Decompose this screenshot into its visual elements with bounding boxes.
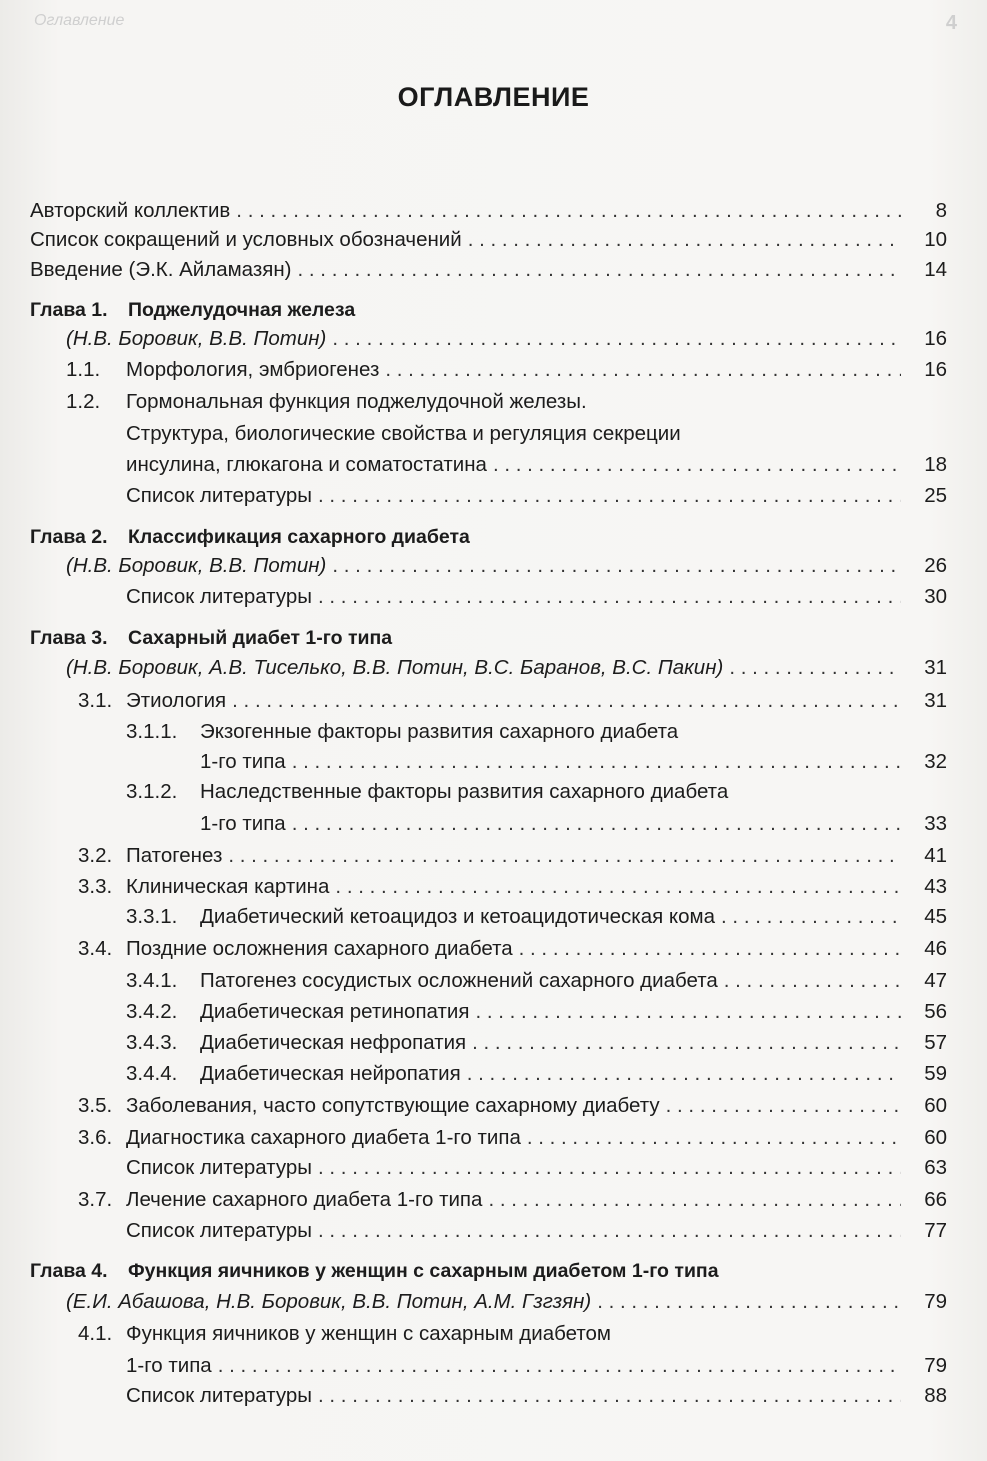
leader-dots (666, 1091, 901, 1121)
toc-entry-page: 33 (924, 812, 947, 835)
toc-entry-authors: (Н.В. Боровик, В.В. Потин) (66, 327, 327, 350)
toc-entry-text: Введение (Э.К. Айламазян) (30, 258, 292, 281)
leader-dots (236, 196, 901, 226)
toc-entry-page: 45 (924, 905, 947, 928)
toc-entry-text: 1-го типа (126, 1354, 212, 1377)
toc-entry-text: Список литературы (126, 1156, 313, 1179)
toc-entry-text: Список литературы (126, 1219, 313, 1242)
toc-entry-text: Клиническая картина (126, 875, 330, 898)
toc-entry-continuation (0, 1351, 987, 1381)
leader-dots (468, 225, 901, 255)
toc-entry-page: 63 (924, 1156, 947, 1179)
chapter-heading (0, 522, 987, 552)
toc-entry-text: Лечение сахарного диабета 1-го типа (126, 1188, 483, 1211)
toc-entry-page: 32 (924, 750, 947, 773)
leader-dots (721, 902, 901, 932)
section-number: 1.1. (66, 358, 101, 381)
leader-dots (298, 255, 901, 285)
leader-dots (318, 1216, 901, 1246)
toc-entry-page: 30 (924, 585, 947, 608)
toc-entry-page: 57 (924, 1031, 947, 1054)
toc-entry (0, 225, 987, 255)
toc-entry-page: 46 (924, 937, 947, 960)
toc-entry-text: Диабетическая нейропатия (200, 1062, 461, 1085)
leader-dots (527, 1123, 901, 1153)
toc-entry (0, 1123, 987, 1153)
subsection-number: 3.1.2. (126, 780, 178, 803)
leader-dots (318, 481, 901, 511)
toc-entry-continuation (0, 419, 987, 449)
leader-dots (292, 747, 901, 777)
leader-dots (724, 966, 901, 996)
toc-entry-text: Список литературы (126, 1384, 313, 1407)
section-number: 1.2. (66, 390, 101, 413)
toc-entry-page: 26 (924, 554, 947, 577)
toc-entry-continuation (0, 450, 987, 480)
toc-entry-authors: (Н.В. Боровик, А.В. Тиселько, В.В. Потин, В.С. Баранов, В.С. Пакин) (66, 656, 724, 679)
leader-dots (519, 934, 901, 964)
leader-dots (318, 1381, 901, 1411)
section-number: 4.1. (78, 1322, 113, 1345)
toc-entry-text: Морфология, эмбриогенез (126, 358, 380, 381)
chapter-title: Сахарный диабет 1-го типа (128, 627, 393, 649)
toc-entry-page: 16 (924, 358, 947, 381)
toc-entry (0, 196, 987, 226)
leader-dots (493, 450, 901, 480)
toc-entry-text: Диабетический кетоацидоз и кетоацидотическая кома (200, 905, 716, 928)
toc-entry-text: Список сокращений и условных обозначений (30, 228, 462, 251)
toc-entry-text: Экзогенные факторы развития сахарного диабета (200, 720, 679, 743)
toc-entry (0, 717, 987, 747)
leader-dots (385, 355, 901, 385)
toc-entry-page: 59 (924, 1062, 947, 1085)
toc-entry-page: 8 (935, 199, 947, 222)
toc-entry-text: Диабетическая ретинопатия (200, 1000, 470, 1023)
toc-entry (0, 1185, 987, 1215)
toc-entry (0, 1319, 987, 1349)
toc-entry-page: 60 (924, 1126, 947, 1149)
section-number: 3.2. (78, 844, 113, 867)
leader-dots (292, 809, 901, 839)
toc-entry (0, 934, 987, 964)
leader-dots (318, 1153, 901, 1183)
toc-entry-page: 56 (924, 1000, 947, 1023)
toc-entry-page: 60 (924, 1094, 947, 1117)
toc-entry (0, 902, 987, 932)
leader-dots (318, 582, 901, 612)
toc-entry-page: 16 (924, 327, 947, 350)
toc-entry-text: Авторский коллектив (30, 199, 231, 222)
toc-entry-page: 18 (924, 453, 947, 476)
toc-entry (0, 997, 987, 1027)
toc-entry-text: Список литературы (126, 484, 313, 507)
subsection-number: 3.4.2. (126, 1000, 178, 1023)
chapter-title: Функция яичников у женщин с сахарным диабетом 1-го типа (128, 1260, 719, 1282)
leader-dots (332, 551, 901, 581)
toc-entry (0, 355, 987, 385)
toc-entry-text: Поздние осложнения сахарного диабета (126, 937, 513, 960)
toc-entry-text: Гормональная функция поджелудочной железы. (126, 390, 587, 413)
page-number-top: 4 (945, 12, 957, 34)
section-number: 3.6. (78, 1126, 113, 1149)
section-number: 3.3. (78, 875, 113, 898)
section-number: 3.5. (78, 1094, 113, 1117)
toc-entry-text: Наследственные факторы развития сахарного диабета (200, 780, 729, 803)
leader-dots (729, 653, 901, 683)
leader-dots (472, 1028, 901, 1058)
toc-entry-text: Структура, биологические свойства и регуляция секреции (126, 422, 681, 445)
chapter-heading (0, 623, 987, 653)
toc-entry-text: 1-го типа (200, 750, 286, 773)
subsection-number: 3.4.4. (126, 1062, 178, 1085)
chapter-title: Классификация сахарного диабета (128, 526, 470, 548)
toc-entry-authors: (Н.В. Боровик, В.В. Потин) (66, 554, 327, 577)
leader-dots (332, 324, 901, 354)
toc-entry-text: 1-го типа (200, 812, 286, 835)
toc-entry-page: 14 (924, 258, 947, 281)
toc-entry-continuation (0, 747, 987, 777)
chapter-title: Поджелудочная железа (128, 299, 356, 321)
subsection-number: 3.4.3. (126, 1031, 178, 1054)
toc-entry (0, 777, 987, 807)
toc-entry-page: 88 (924, 1384, 947, 1407)
toc-entry (0, 1216, 987, 1246)
leader-dots (228, 841, 901, 871)
toc-entry-page: 25 (924, 484, 947, 507)
toc-entry (0, 551, 987, 581)
subsection-number: 3.4.1. (126, 969, 178, 992)
page-title: ОГЛАВЛЕНИЕ (397, 82, 590, 112)
toc-entry (0, 1153, 987, 1183)
toc-entry-page: 43 (924, 875, 947, 898)
toc-entry (0, 1381, 987, 1411)
subsection-number: 3.3.1. (126, 905, 178, 928)
toc-entry-page: 10 (924, 228, 947, 251)
toc-entry-text: Функция яичников у женщин с сахарным диабетом (126, 1322, 611, 1345)
chapter-heading (0, 1256, 987, 1286)
toc-entry (0, 1059, 987, 1089)
toc-entry (0, 255, 987, 285)
toc-entry-text: Диабетическая нефропатия (200, 1031, 467, 1054)
toc-entry (0, 653, 987, 683)
toc-entry-text: инсулина, глюкагона и соматостатина (126, 453, 487, 476)
leader-dots (475, 997, 901, 1027)
chapter-number: Глава 1. (30, 299, 108, 321)
toc-entry (0, 1028, 987, 1058)
toc-entry-continuation (0, 809, 987, 839)
leader-dots (218, 1351, 901, 1381)
toc-entry-text: Этиология (126, 689, 227, 712)
toc-entry-page: 47 (924, 969, 947, 992)
leader-dots (232, 686, 901, 716)
toc-entry-text: Список литературы (126, 585, 313, 608)
toc-entry (0, 481, 987, 511)
toc-entry-text: Патогенез сосудистых осложнений сахарного диабета (200, 969, 718, 992)
toc-entry-page: 31 (924, 689, 947, 712)
toc-entry-page: 77 (924, 1219, 947, 1242)
toc-entry-text: Заболевания, часто сопутствующие сахарному диабету (126, 1094, 660, 1117)
section-number: 3.7. (78, 1188, 113, 1211)
toc-entry (0, 582, 987, 612)
toc-entry (0, 686, 987, 716)
leader-dots (597, 1287, 901, 1317)
toc-entry (0, 1091, 987, 1121)
toc-entry-text: Патогенез (126, 844, 223, 867)
chapter-number: Глава 4. (30, 1260, 108, 1282)
toc-entry-page: 66 (924, 1188, 947, 1211)
chapter-number: Глава 3. (30, 627, 108, 649)
toc-entry (0, 324, 987, 354)
toc-entry-page: 31 (924, 656, 947, 679)
toc-entry-page: 41 (924, 844, 947, 867)
toc-entry (0, 387, 987, 417)
section-number: 3.4. (78, 937, 113, 960)
leader-dots (488, 1185, 901, 1215)
toc-entry (0, 841, 987, 871)
section-number: 3.1. (78, 689, 113, 712)
toc-entry-authors: (Е.И. Абашова, Н.В. Боровик, В.В. Потин, А.М. Гзгзян) (66, 1290, 592, 1313)
toc-entry (0, 872, 987, 902)
running-head-left: Оглавление (34, 12, 125, 29)
chapter-heading (0, 295, 987, 325)
subsection-number: 3.1.1. (126, 720, 178, 743)
toc-entry (0, 966, 987, 996)
chapter-number: Глава 2. (30, 526, 108, 548)
leader-dots (335, 872, 901, 902)
toc-entry-text: Диагностика сахарного диабета 1-го типа (126, 1126, 521, 1149)
toc-entry-page: 79 (924, 1354, 947, 1377)
leader-dots (467, 1059, 901, 1089)
toc-entry-page: 79 (924, 1290, 947, 1313)
toc-entry (0, 1287, 987, 1317)
